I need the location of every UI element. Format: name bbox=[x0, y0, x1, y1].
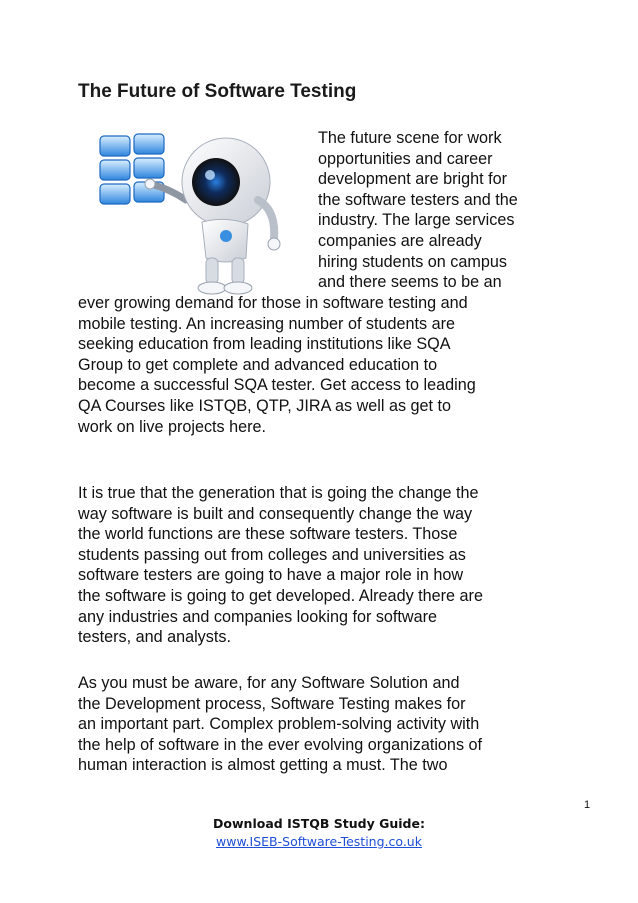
text-line: It is true that the generation that is going the change the bbox=[78, 484, 479, 502]
text-line: QA Courses like ISTQB, QTP, JIRA as well as get to bbox=[78, 396, 452, 415]
text-line: mobile testing. An increasing number of students are bbox=[78, 314, 456, 333]
footer-label: Download ISTQB Study Guide: bbox=[213, 816, 425, 831]
text-line: the software is going to get developed. Already there are bbox=[78, 586, 483, 605]
paragraph-2 bbox=[78, 483, 578, 648]
text-line: development are bright for bbox=[318, 170, 507, 189]
footer-link-text[interactable]: www.ISEB-Software-Testing.co.uk bbox=[216, 834, 422, 849]
intro-text bbox=[318, 128, 578, 293]
text-line: students passing out from colleges and universities as bbox=[78, 545, 466, 564]
text-line: seeking education from leading institutions like SQA bbox=[78, 335, 451, 354]
text-line: The future scene for work bbox=[318, 129, 502, 147]
text-line: As you must be aware, for any Software Solution and bbox=[78, 674, 460, 692]
text-line: testers, and analysts. bbox=[78, 628, 231, 647]
text-line: any industries and companies looking for software bbox=[78, 607, 438, 626]
text-line: and there seems to be an bbox=[318, 273, 502, 292]
text-line: become a successful SQA tester. Get access to leading bbox=[78, 376, 476, 395]
text-line: work on live projects here. bbox=[78, 417, 267, 436]
robot-touching-screens-icon bbox=[98, 130, 294, 300]
page-title: The Future of Software Testing bbox=[78, 81, 357, 102]
text-line: industry. The large services bbox=[318, 211, 515, 230]
text-line: the help of software in the ever evolving organizations of bbox=[78, 735, 483, 754]
paragraph-1 bbox=[78, 293, 578, 437]
page-number: 1 bbox=[584, 799, 591, 811]
text-line: the Development process, Software Testing makes for bbox=[78, 694, 466, 713]
text-line: an important part. Complex problem-solving activity with bbox=[78, 715, 480, 734]
text-line: hiring students on campus bbox=[318, 252, 507, 271]
text-line: software testers are going to have a major role in how bbox=[78, 566, 464, 585]
text-line: way software is built and consequently change the way bbox=[78, 504, 473, 523]
text-line: human interaction is almost getting a must. The two bbox=[78, 756, 448, 775]
text-line: opportunities and career bbox=[318, 149, 493, 168]
text-line: the software testers and the bbox=[318, 190, 518, 209]
text-line: companies are already bbox=[318, 231, 482, 250]
footer-link[interactable] bbox=[0, 834, 638, 849]
text-line: the world functions are these software testers. Those bbox=[78, 525, 458, 544]
text-line: ever growing demand for those in software testing and bbox=[78, 294, 468, 312]
text-line: Group to get complete and advanced education to bbox=[78, 355, 438, 374]
paragraph-3 bbox=[78, 673, 578, 776]
